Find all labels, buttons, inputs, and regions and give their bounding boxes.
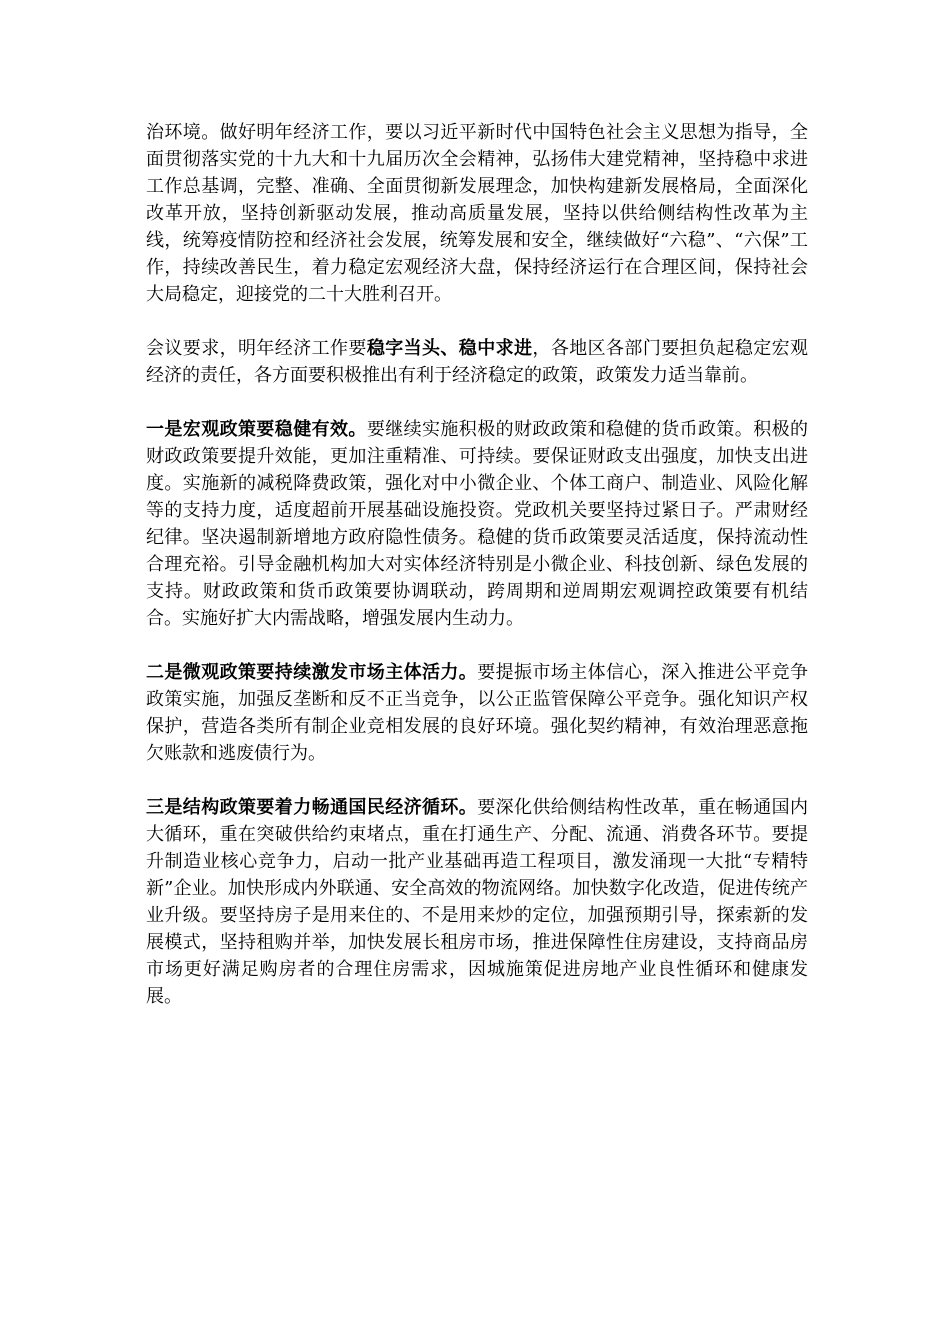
paragraph-text-after: ，各地区各部门要担负起稳定宏观经济的责任，各方面要积极推出有利于经济稳定的政策，政策发力适当靠前。 [146, 338, 809, 386]
paragraph-macro-policy [146, 416, 808, 632]
paragraph-structural-policy [146, 794, 808, 1010]
paragraph-text: 要提振市场主体信心，深入推进公平竞争政策实施，加强反垄断和反不正当竞争，以公正监管保障公平竞争。强化知识产权保护，营造各类所有制企业竞相发展的良好环境。强化契约精神，有效治理恶意拖欠账款和逃废债行为。 [146, 662, 809, 764]
document-body [146, 119, 808, 1037]
paragraph-lead: 一是宏观政策要稳健有效。 [146, 419, 367, 440]
paragraph-micro-policy [146, 659, 808, 767]
paragraph-text: 治环境。做好明年经济工作，要以习近平新时代中国特色社会主义思想为指导，全面贯彻落实党的十九大和十九届历次全会精神，弘扬伟大建党精神，坚持稳中求进工作总基调，完整、准确、全面贯彻新发展理念，加快构建新发展格局，全面深化改革开放，坚持创新驱动发展，推动高质量发展，坚持以供给侧结构性改革为主线，统筹疫情防控和经济社会发展，统筹发展和安全，继续做好“六稳”、“六保”工作，持续改善民生，着力稳定宏观经济大盘，保持经济运行在合理区间，保持社会大局稳定，迎接党的二十大胜利召开。 [146, 122, 808, 305]
paragraph-emphasis: 稳字当头、稳中求进 [366, 338, 533, 359]
paragraph-lead: 二是微观政策要持续激发市场主体活力。 [146, 662, 478, 683]
paragraph-text: 会议要求，明年经济工作要 [146, 338, 367, 359]
paragraph-meeting-requirements [146, 335, 808, 389]
paragraph-lead: 三是结构政策要着力畅通国民经济循环。 [146, 797, 478, 818]
paragraph-text: 要深化供给侧结构性改革，重在畅通国内大循环，重在突破供给约束堵点，重在打通生产、分配、流通、消费各环节。要提升制造业核心竞争力，启动一批产业基础再造工程项目，激发涌现一大批“专精特新”企业。加快形成内外联通、安全高效的物流网络。加快数字化改造，促进传统产业升级。要坚持房子是用来住的、不是用来炒的定位，加强预期引导，探索新的发展模式，坚持租购并举，加快发展长租房市场，推进保障性住房建设，支持商品房市场更好满足购房者的合理住房需求，因城施策促进房地产业良性循环和健康发展。 [146, 797, 809, 1007]
paragraph-economic-guidance [146, 119, 808, 308]
paragraph-text: 要继续实施积极的财政政策和稳健的货币政策。积极的财政政策要提升效能，更加注重精准、可持续。要保证财政支出强度，加快支出进度。实施新的减税降费政策，强化对中小微企业、个体工商户、制造业、风险化解等的支持力度，适度超前开展基础设施投资。党政机关要坚持过紧日子。严肃财经纪律。坚决遏制新增地方政府隐性债务。稳健的货币政策要灵活适度，保持流动性合理充裕。引导金融机构加大对实体经济特别是小微企业、科技创新、绿色发展的支持。财政政策和货币政策要协调联动，跨周期和逆周期宏观调控政策要有机结合。实施好扩大内需战略，增强发展内生动力。 [146, 419, 809, 629]
